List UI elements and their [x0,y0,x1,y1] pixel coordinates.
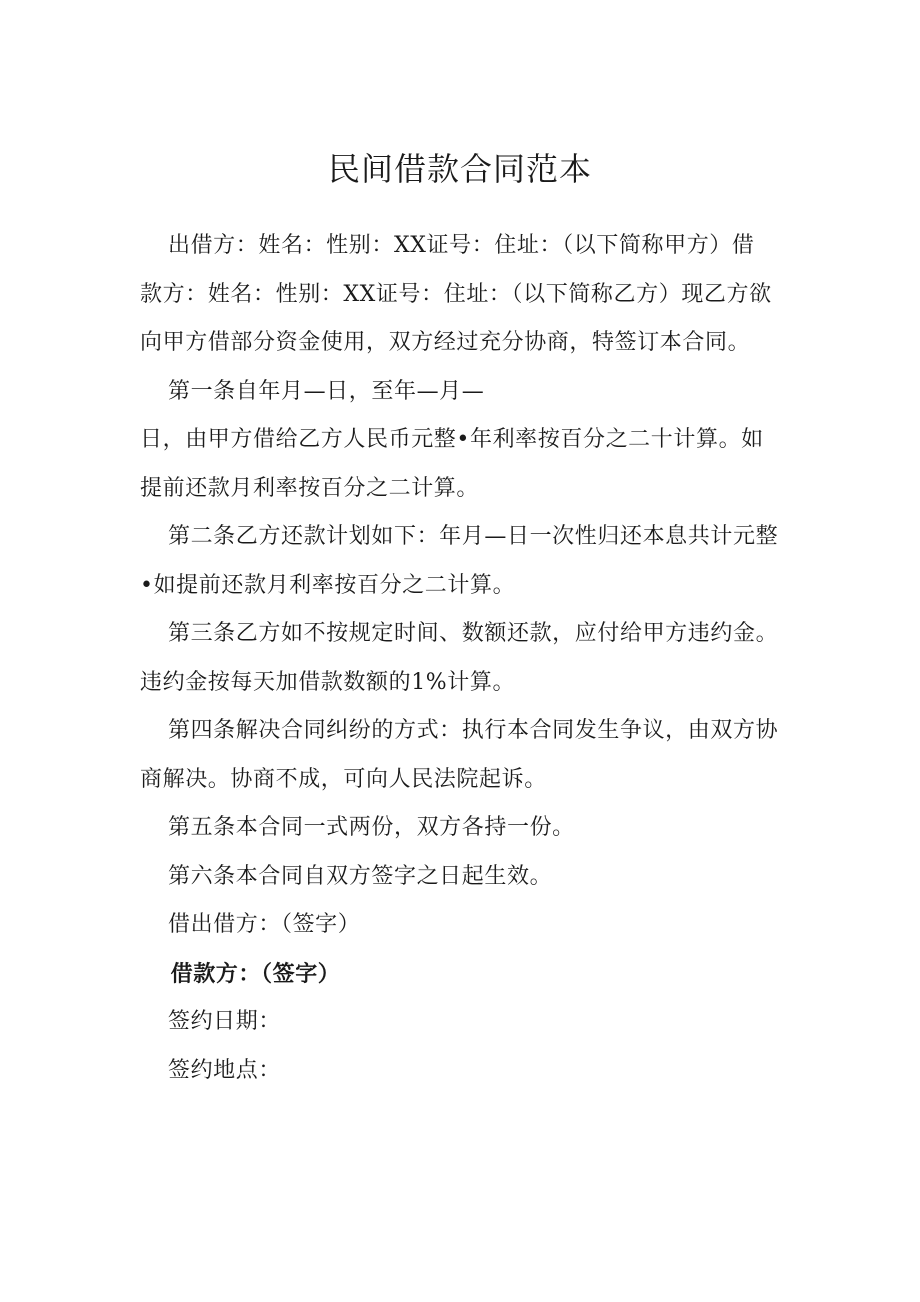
article-3-paragraph [140,610,795,707]
text-line: 第二条乙方还款计划如下：年月—日一次性归还本息共计元整 [167,524,779,549]
article-5-paragraph [140,804,795,853]
contract-body [140,222,795,1095]
text-line: 第五条本合同一式两份，双方各持一份。 [167,815,575,840]
text-line: 第一条自年月—日，至年—月— [167,378,485,404]
borrower-signature-line: 借款方：（签字） [170,960,341,987]
article-1-continuation [140,416,795,513]
article-2-paragraph [140,513,795,610]
text-line: 商解决。协商不成，可向人民法院起诉。 [140,766,547,792]
article-4-paragraph [140,707,795,804]
text-line: 提前还款月利率按百分之二计算。 [140,475,480,501]
text-line: 第三条乙方如不按规定时间、数额还款，应付给甲方违约金。 [167,621,779,646]
text-line: 日，由甲方借给乙方人民币元整•年利率按百分之二十计算。如 [140,427,764,452]
text-line: 款方：姓名：性别：XX证号：住址：（以下简称乙方）现乙方欲 [140,281,772,307]
text-line: 向甲方借部分资金使用，双方经过充分协商，特签订本合同。 [140,330,751,355]
parties-paragraph [140,222,795,368]
lender-signature-line: 借出借方：（签字） [167,912,361,937]
text-line: •如提前还款月利率按百分之二计算。 [140,572,516,598]
signing-date-line: 签约日期： [167,1009,281,1034]
text-line: 出借方：姓名：性别：XX证号：住址：（以下简称甲方）借 [167,233,755,258]
text-line: 违约金按每天加借款数额的1%计算。 [140,669,516,695]
signing-place-line: 签约地点： [167,1057,281,1083]
text-line: 第六条本合同自双方签字之日起生效。 [167,863,553,889]
article-1-paragraph [140,368,795,417]
text-line: 第四条解决合同纠纷的方式：执行本合同发生争议，由双方协 [167,718,779,743]
page-title: 民间借款合同范本 [327,150,592,188]
article-6-paragraph [140,853,795,902]
